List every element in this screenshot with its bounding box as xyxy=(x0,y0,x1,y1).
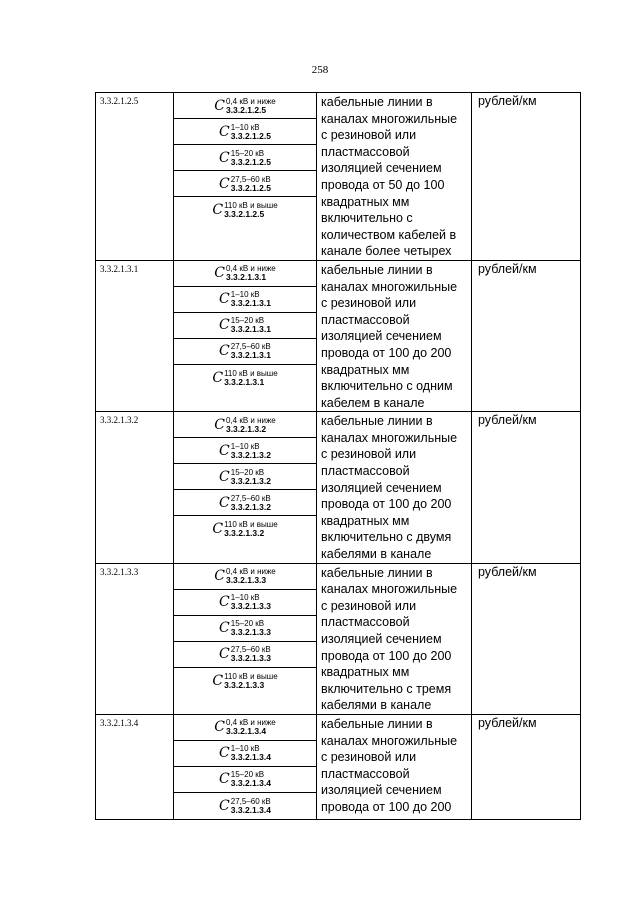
formula-item xyxy=(174,767,316,793)
formula-item xyxy=(174,668,316,694)
description-line: провода от 50 до 100 xyxy=(321,177,445,192)
formula-symbol: C xyxy=(219,468,230,485)
formula-item xyxy=(174,119,316,145)
formula-symbol: C xyxy=(212,521,224,538)
formula-indices xyxy=(224,672,278,690)
row-description xyxy=(317,412,472,563)
description-line: каналах многожильные xyxy=(321,733,458,748)
formula-symbol: C xyxy=(219,797,230,814)
description-line: провода от 100 до 200 xyxy=(321,345,452,360)
formula-indices xyxy=(226,416,276,434)
description-line: изоляцией сечением xyxy=(321,161,442,176)
formula-superscript: 15–20 кВ xyxy=(230,316,265,326)
formula-indices xyxy=(231,316,271,334)
description-line: включительно с двумя xyxy=(321,530,452,545)
description-line: включительно с xyxy=(321,211,413,226)
row-description xyxy=(317,93,472,261)
description-line: пластмассовой xyxy=(321,766,410,781)
formula-subscript: 3.3.2.1.3.1 xyxy=(230,350,271,361)
page-number: 258 xyxy=(311,64,329,76)
table-row xyxy=(96,563,581,714)
formula-subscript: 3.3.2.1.3.3 xyxy=(224,679,265,690)
description-line: провода от 100 до 200 xyxy=(321,799,452,814)
description-line: включительно с тремя xyxy=(321,681,452,696)
formula-superscript: 27,5–60 кВ xyxy=(230,796,271,806)
formula-symbol: C xyxy=(214,97,225,114)
description-line: каналах многожильные xyxy=(321,111,458,126)
formula-item xyxy=(174,616,316,642)
formula-cell xyxy=(174,714,317,819)
formula-subscript: 3.3.2.1.2.5 xyxy=(230,130,271,141)
formula-subscript: 3.3.2.1.3.3 xyxy=(230,653,271,664)
description-line: пластмассовой xyxy=(321,464,410,479)
formula-indices xyxy=(231,342,271,360)
formula-superscript: 110 кВ и выше xyxy=(224,201,278,210)
formula-subscript: 3.3.2.1.3.4 xyxy=(230,804,271,815)
description-line: пластмассовой xyxy=(321,312,410,327)
formula-superscript: 15–20 кВ xyxy=(230,467,265,477)
description-line: квадратных мм xyxy=(321,194,410,209)
formula-superscript: 0,4 кВ и ниже xyxy=(225,96,276,106)
formula-symbol: C xyxy=(212,672,224,689)
formula-subscript: 3.3.2.1.3.3 xyxy=(230,601,271,612)
formula-superscript: 15–20 кВ xyxy=(230,148,265,158)
formula-superscript: 27,5–60 кВ xyxy=(230,342,271,352)
formula-symbol: C xyxy=(219,620,230,637)
formula-subscript: 3.3.2.1.3.1 xyxy=(230,324,271,335)
formula-cell xyxy=(174,93,317,261)
formula-symbol: C xyxy=(219,771,230,788)
formula-cell xyxy=(174,412,317,563)
formula-subscript: 3.3.2.1.3.2 xyxy=(224,528,265,539)
description-line: кабельные линии в xyxy=(321,95,433,109)
formula-superscript: 1–10 кВ xyxy=(230,290,260,300)
description-line: кабельные линии в xyxy=(321,414,433,429)
formula-subscript: 3.3.2.1.3.2 xyxy=(230,449,271,460)
description-line: провода от 100 до 200 xyxy=(321,648,452,663)
formula-subscript: 3.3.2.1.3.2 xyxy=(230,475,271,486)
formula-indices xyxy=(231,123,271,141)
table-row xyxy=(96,93,581,261)
description-line: с резиновой или xyxy=(321,447,417,462)
formula-subscript: 3.3.2.1.3.2 xyxy=(225,423,267,434)
formula-indices xyxy=(231,619,271,637)
formula-subscript: 3.3.2.1.3.4 xyxy=(230,778,271,789)
description-line: пластмассовой xyxy=(321,615,410,630)
formula-subscript: 3.3.2.1.3.3 xyxy=(225,575,267,586)
formula-indices xyxy=(231,593,271,611)
row-unit: рублей/км xyxy=(472,412,581,563)
description-line: кабельные линии в xyxy=(321,565,433,580)
description-line: с резиновой или xyxy=(321,296,417,311)
formula-item xyxy=(174,793,316,819)
formula-indices xyxy=(231,442,271,460)
formula-item xyxy=(174,490,316,516)
formula-item xyxy=(174,261,316,287)
row-description xyxy=(317,260,472,411)
row-description xyxy=(317,563,472,714)
formula-indices xyxy=(231,290,271,308)
formula-subscript: 3.3.2.1.3.2 xyxy=(230,501,271,512)
formula-item xyxy=(174,171,316,197)
formula-superscript: 1–10 кВ xyxy=(230,593,260,603)
formula-item xyxy=(174,564,316,590)
formula-indices xyxy=(226,264,276,282)
formula-symbol: C xyxy=(219,745,230,762)
row-unit: рублей/км xyxy=(472,93,581,261)
table-row xyxy=(96,260,581,411)
formula-superscript: 27,5–60 кВ xyxy=(230,493,271,503)
formula-symbol: C xyxy=(214,265,225,282)
row-description xyxy=(317,714,472,819)
formula-item xyxy=(174,516,316,542)
formula-symbol: C xyxy=(212,369,224,386)
formula-superscript: 15–20 кВ xyxy=(230,770,265,780)
description-line: с резиновой или xyxy=(321,128,417,143)
row-unit: рублей/км xyxy=(472,260,581,411)
formula-superscript: 0,4 кВ и ниже xyxy=(225,415,276,425)
formula-symbol: C xyxy=(214,719,225,736)
row-unit: рублей/км xyxy=(472,714,581,819)
formula-symbol: C xyxy=(219,594,230,611)
description-line: количеством кабелей в xyxy=(321,227,457,242)
formula-item xyxy=(174,365,316,391)
formula-symbol: C xyxy=(214,568,225,585)
formula-symbol: C xyxy=(219,291,230,308)
formula-subscript: 3.3.2.1.3.4 xyxy=(230,752,271,763)
formula-symbol: C xyxy=(219,123,230,140)
formula-item xyxy=(174,313,316,339)
formula-indices xyxy=(224,520,278,538)
formula-symbol: C xyxy=(219,494,230,511)
formula-indices xyxy=(231,645,271,663)
formula-item xyxy=(174,287,316,313)
formula-item xyxy=(174,590,316,616)
formula-indices xyxy=(231,175,271,193)
description-line: квадратных мм xyxy=(321,513,410,528)
formula-superscript: 15–20 кВ xyxy=(230,619,265,629)
formula-item xyxy=(174,145,316,171)
row-code: 3.3.2.1.2.5 xyxy=(96,93,174,261)
formula-item xyxy=(174,715,316,741)
formula-superscript: 27,5–60 кВ xyxy=(230,174,271,184)
tariff-table xyxy=(95,92,581,820)
formula-cell xyxy=(174,260,317,411)
formula-superscript: 0,4 кВ и ниже xyxy=(225,718,276,728)
formula-item xyxy=(174,438,316,464)
formula-symbol: C xyxy=(219,175,230,192)
formula-subscript: 3.3.2.1.2.5 xyxy=(224,209,265,219)
formula-subscript: 3.3.2.1.2.5 xyxy=(230,182,271,193)
formula-item xyxy=(174,339,316,365)
formula-item xyxy=(174,464,316,490)
description-line: каналах многожильные xyxy=(321,582,458,597)
description-line: канале более четырех xyxy=(321,244,452,259)
formula-subscript: 3.3.2.1.2.5 xyxy=(225,104,267,115)
formula-symbol: C xyxy=(212,202,224,218)
formula-symbol: C xyxy=(219,149,230,166)
formula-subscript: 3.3.2.1.3.4 xyxy=(225,726,267,737)
formula-indices xyxy=(224,369,278,387)
row-code: 3.3.2.1.3.4 xyxy=(96,714,174,819)
description-line: изоляцией сечением xyxy=(321,480,442,495)
formula-item xyxy=(174,642,316,668)
description-line: изоляцией сечением xyxy=(321,329,442,344)
formula-superscript: 1–10 кВ xyxy=(230,122,260,132)
formula-symbol: C xyxy=(214,416,225,433)
description-line: провода от 100 до 200 xyxy=(321,497,452,512)
formula-indices xyxy=(231,494,271,512)
formula-cell xyxy=(174,563,317,714)
description-line: кабелями в канале xyxy=(321,547,432,562)
formula-subscript: 3.3.2.1.3.1 xyxy=(230,298,271,309)
formula-symbol: C xyxy=(219,343,230,360)
row-code: 3.3.2.1.3.2 xyxy=(96,412,174,563)
row-code: 3.3.2.1.3.1 xyxy=(96,260,174,411)
formula-indices xyxy=(231,149,271,167)
description-line: кабельные линии в xyxy=(321,716,433,731)
formula-superscript: 0,4 кВ и ниже xyxy=(225,567,276,577)
formula-indices xyxy=(226,567,276,585)
table-row xyxy=(96,714,581,819)
description-line: квадратных мм xyxy=(321,362,410,377)
formula-superscript: 110 кВ и выше xyxy=(224,368,278,378)
formula-subscript: 3.3.2.1.3.1 xyxy=(224,376,265,387)
row-unit: рублей/км xyxy=(472,563,581,714)
description-line: кабелем в канале xyxy=(321,395,425,410)
formula-indices xyxy=(231,797,271,815)
formula-subscript: 3.3.2.1.3.3 xyxy=(230,627,271,638)
formula-symbol: C xyxy=(219,317,230,334)
formula-superscript: 27,5–60 кВ xyxy=(230,645,271,655)
formula-superscript: 110 кВ и выше xyxy=(224,671,278,681)
description-line: квадратных мм xyxy=(321,665,410,680)
formula-symbol: C xyxy=(219,442,230,459)
table-body xyxy=(96,93,581,820)
description-line: изоляцией сечением xyxy=(321,632,442,646)
formula-superscript: 1–10 кВ xyxy=(230,744,260,754)
formula-subscript: 3.3.2.1.2.5 xyxy=(230,156,271,167)
description-line: изоляцией сечением xyxy=(321,783,442,798)
table-row xyxy=(96,412,581,563)
formula-indices xyxy=(231,744,271,762)
description-line: кабельные линии в xyxy=(321,262,433,277)
formula-symbol: C xyxy=(219,646,230,663)
formula-superscript: 0,4 кВ и ниже xyxy=(225,264,276,274)
formula-superscript: 110 кВ и выше xyxy=(224,520,278,530)
description-line: включительно с одним xyxy=(321,379,453,394)
formula-indices xyxy=(224,201,278,219)
description-line: кабелями в канале xyxy=(321,698,432,713)
formula-item xyxy=(174,93,316,119)
row-code: 3.3.2.1.3.3 xyxy=(96,563,174,714)
description-line: каналах многожильные xyxy=(321,279,458,294)
description-line: пластмассовой xyxy=(321,144,410,159)
description-line: каналах многожильные xyxy=(321,430,458,445)
description-line: с резиновой или xyxy=(321,750,417,765)
formula-item xyxy=(174,197,316,223)
formula-indices xyxy=(226,718,276,736)
formula-subscript: 3.3.2.1.3.1 xyxy=(225,272,267,283)
description-line: с резиновой или xyxy=(321,598,417,613)
formula-indices xyxy=(231,770,271,788)
formula-item xyxy=(174,412,316,438)
formula-item xyxy=(174,741,316,767)
formula-superscript: 1–10 кВ xyxy=(230,441,260,451)
formula-indices xyxy=(231,468,271,486)
formula-indices xyxy=(226,97,276,115)
